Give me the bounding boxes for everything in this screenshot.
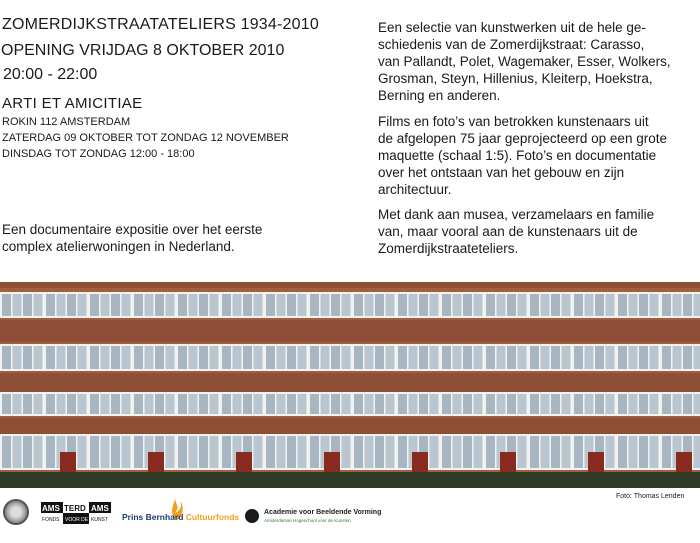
window-pane [243,346,252,369]
paragraph-line: Berning en anderen. [378,88,501,103]
window-pane [331,294,340,316]
window-pane [453,394,462,414]
window-pane [331,346,340,369]
window-pane [606,394,615,414]
window-pane [254,346,263,369]
window-pane [111,436,120,468]
svg-text:VOOR DE: VOOR DE [65,517,89,523]
window-pane [530,294,539,316]
window-pane [430,346,439,369]
window-pane [375,394,384,414]
window-pane [453,346,462,369]
brick-band [0,320,700,342]
window-pane [298,436,307,468]
window-pane [354,294,363,316]
window-pane [34,436,43,468]
window-pane [497,394,506,414]
window-pane [595,294,604,316]
window-pane [650,394,659,414]
window-pane [650,294,659,316]
window-pane [342,294,351,316]
window-pane [34,394,43,414]
window-pane [266,436,275,468]
brick-band [0,418,700,434]
window-pane [134,394,143,414]
window-pane [541,436,550,468]
window-pane [342,346,351,369]
window-pane [233,346,242,369]
exhibition-dates: ZATERDAG 09 OKTOBER TOT ZONDAG 12 NOVEMBER [2,132,289,144]
svg-text:AMS: AMS [91,504,109,513]
window-pane [442,436,451,468]
window-pane [111,294,120,316]
window-pane [409,346,418,369]
window-pane [122,436,131,468]
window-pane [474,346,483,369]
window-pane [430,436,439,468]
window-pane [57,346,66,369]
amsterdams-fonds-logo [41,502,111,524]
intro-text: Een documentaire expositie over het eerste complex atelierwoningen in Nederland. [2,222,263,254]
window-pane [551,394,560,414]
window-pane [595,394,604,414]
window-pane [551,294,560,316]
window-pane [618,394,627,414]
window-pane [650,346,659,369]
window-pane [210,294,219,316]
window-pane [595,346,604,369]
window-pane [78,294,87,316]
window-pane [375,436,384,468]
window-pane [46,294,55,316]
window-pane [266,294,275,316]
window-pane [2,394,11,414]
window-pane [111,394,120,414]
window-pane [222,294,231,316]
window-pane [463,294,472,316]
window-pane [34,294,43,316]
window-pane [497,294,506,316]
window-pane [189,394,198,414]
window-pane [254,294,263,316]
window-pane [243,294,252,316]
window-pane [210,346,219,369]
window-pane [178,436,187,468]
window-pane [683,294,692,316]
window-pane [222,436,231,468]
window-pane [562,394,571,414]
window-pane [507,346,516,369]
window-pane [277,436,286,468]
window-pane [551,346,560,369]
window-pane [409,294,418,316]
window-pane [694,346,700,369]
paragraph-line: maquette (schaal 1:5). Foto’s en documentatie [378,148,657,163]
window-pane [298,394,307,414]
window-pane [386,294,395,316]
window-pane [453,436,462,468]
window-pane [321,294,330,316]
window-pane [101,436,110,468]
prins-bernhard-logo [122,512,239,522]
window-pane [398,436,407,468]
window-pane [463,346,472,369]
window-pane [419,346,428,369]
window-pane [530,436,539,468]
window-pane [629,294,638,316]
window-pane [23,436,32,468]
window-pane [562,346,571,369]
paragraph-line: Grosman, Steyn, Hillenius, Kleiterp, Hoekstra, [378,71,653,86]
window-pane [101,346,110,369]
thanks-paragraph [378,206,690,257]
window-pane [57,394,66,414]
window-pane [342,436,351,468]
window-pane [310,294,319,316]
window-pane [321,394,330,414]
window-pane [101,394,110,414]
paragraph-line: de afgelopen 75 jaar geprojecteerd op een grote [378,131,667,146]
window-pane [662,436,671,468]
svg-text:KUNST: KUNST [91,517,108,523]
window-pane [354,346,363,369]
window-pane [34,346,43,369]
window-pane [78,394,87,414]
window-pane [409,394,418,414]
window-pane [574,294,583,316]
window-pane [298,346,307,369]
window-pane [530,394,539,414]
window-pane [486,294,495,316]
window-pane [585,294,594,316]
opening-date: OPENING VRIJDAG 8 OKTOBER 2010 [1,42,285,59]
window-pane [618,294,627,316]
window-pane [673,346,682,369]
svg-text:AMS: AMS [42,504,60,513]
window-pane [497,346,506,369]
window-pane [398,294,407,316]
seal-logo [3,499,29,525]
academie-logo-mark [245,509,259,523]
exhibition-title: ZOMERDIJKSTRAATATELIERS 1934-2010 [2,16,319,33]
brick-band [0,282,700,288]
window-pane [46,346,55,369]
window-pane [266,394,275,414]
window-pane [639,346,648,369]
window-pane [145,346,154,369]
window-pane [541,394,550,414]
window-pane [650,436,659,468]
window-pane [662,346,671,369]
window-pane [287,394,296,414]
window-pane [2,436,11,468]
window-pane [199,294,208,316]
window-pane [310,436,319,468]
window-pane [474,294,483,316]
window-pane [618,436,627,468]
window-pane [122,294,131,316]
window-pane [430,294,439,316]
window-pane [442,346,451,369]
window-pane [266,346,275,369]
window-pane [134,294,143,316]
academie-logo: Academie voor Beeldende Vorming [264,509,382,516]
artworks-paragraph [378,19,690,104]
window-pane [541,294,550,316]
window-pane [486,346,495,369]
window-pane [277,294,286,316]
window-pane [518,436,527,468]
window-pane [2,294,11,316]
window-pane [254,436,263,468]
door [236,452,252,472]
window-pane [354,394,363,414]
window-pane [629,346,638,369]
window-pane [574,346,583,369]
window-pane [398,346,407,369]
window-pane [13,394,22,414]
window-pane [155,294,164,316]
paragraph-line: Zomerdijkstraateteliers. [378,241,519,256]
window-pane [562,436,571,468]
academie-logo-subtitle: Amsterdamse Hogeschool voor de Kunsten [264,518,351,523]
window-pane [507,394,516,414]
paragraph-line: Een selectie van kunstwerken uit de hele ge- [378,20,646,35]
door [588,452,604,472]
window-pane [67,294,76,316]
door [60,452,76,472]
window-pane [277,346,286,369]
window-pane [166,436,175,468]
door [148,452,164,472]
window-pane [683,346,692,369]
window-pane [474,436,483,468]
window-pane [398,394,407,414]
window-pane [210,436,219,468]
window-pane [178,394,187,414]
window-pane [541,346,550,369]
cultuurfonds-label: Cultuurfonds [185,512,240,522]
window-pane [166,346,175,369]
window-pane [145,394,154,414]
window-pane [189,436,198,468]
window-pane [486,436,495,468]
window-pane [310,394,319,414]
window-pane [354,436,363,468]
prins-label: Prins Bernhard [122,512,184,522]
window-pane [199,346,208,369]
window-pane [298,294,307,316]
window-pane [78,346,87,369]
window-pane [639,394,648,414]
window-pane [166,294,175,316]
window-pane [2,346,11,369]
window-pane [419,294,428,316]
window-pane [639,436,648,468]
window-pane [442,394,451,414]
window-pane [233,394,242,414]
window-pane [189,294,198,316]
photo-credit: Foto: Thomas Lenden [616,493,685,500]
window-pane [13,294,22,316]
window-pane [375,346,384,369]
window-pane [629,436,638,468]
window-pane [111,346,120,369]
window-pane [574,394,583,414]
window-pane [365,394,374,414]
door [500,452,516,472]
window-pane [365,436,374,468]
window-pane [507,294,516,316]
building-photo [0,282,700,488]
window-pane [606,294,615,316]
window-pane [365,294,374,316]
window-pane [430,394,439,414]
window-pane [463,394,472,414]
window-pane [618,346,627,369]
venue-address: ROKIN 112 AMSTERDAM [2,116,131,128]
window-pane [518,294,527,316]
window-pane [178,294,187,316]
door [412,452,428,472]
window-pane [155,346,164,369]
window-pane [331,394,340,414]
window-pane [386,436,395,468]
window-pane [518,394,527,414]
window-pane [67,346,76,369]
window-pane [673,294,682,316]
brick-band [0,373,700,393]
window-pane [639,294,648,316]
window-pane [233,294,242,316]
window-pane [13,346,22,369]
window-pane [287,436,296,468]
window-pane [562,294,571,316]
window-pane [442,294,451,316]
window-pane [243,394,252,414]
window-pane [13,436,22,468]
window-pane [606,346,615,369]
window-pane [375,294,384,316]
window-pane [46,394,55,414]
window-pane [23,346,32,369]
window-pane [199,436,208,468]
window-pane [518,346,527,369]
svg-text:TERD: TERD [64,504,86,513]
window-pane [166,394,175,414]
door [324,452,340,472]
window-pane [101,294,110,316]
window-pane [134,346,143,369]
window-pane [551,436,560,468]
window-pane [585,394,594,414]
window-pane [486,394,495,414]
window-pane [90,294,99,316]
window-pane [474,394,483,414]
window-pane [199,394,208,414]
window-pane [287,346,296,369]
window-pane [155,394,164,414]
window-pane [310,346,319,369]
window-pane [365,346,374,369]
window-pane [90,436,99,468]
opening-hours: DINSDAG TOT ZONDAG 12:00 - 18:00 [2,148,195,160]
window-pane [463,436,472,468]
window-pane [419,394,428,414]
window-pane [122,346,131,369]
window-pane [694,394,700,414]
paragraph-line: Films en foto’s van betrokken kunstenaars uit [378,114,649,129]
paragraph-line: van Pallandt, Polet, Wagemaker, Esser, Wolkers, [378,54,671,69]
paragraph-line: over het ontstaan van het gebouw en zijn [378,165,625,180]
venue-name: ARTI ET AMICITIAE [2,95,143,112]
window-pane [189,346,198,369]
window-pane [683,394,692,414]
window-pane [134,436,143,468]
window-pane [386,346,395,369]
window-pane [585,346,594,369]
window-pane [178,346,187,369]
window-pane [629,394,638,414]
window-pane [23,294,32,316]
paragraph-line: architectuur. [378,182,452,197]
window-pane [386,394,395,414]
window-pane [222,346,231,369]
window-pane [277,394,286,414]
window-pane [694,294,700,316]
window-pane [23,394,32,414]
paragraph-line: schiedenis van de Zomerdijkstraat: Carasso, [378,37,645,52]
window-pane [673,394,682,414]
films-paragraph [378,113,690,198]
window-pane [530,346,539,369]
window-pane [574,436,583,468]
window-pane [321,346,330,369]
window-pane [122,394,131,414]
window-pane [67,394,76,414]
window-pane [46,436,55,468]
svg-text:FONDS: FONDS [42,517,60,523]
window-pane [57,294,66,316]
window-pane [254,394,263,414]
opening-time: 20:00 - 22:00 [3,66,98,83]
window-pane [210,394,219,414]
window-pane [606,436,615,468]
door [676,452,692,472]
paragraph-line: Met dank aan musea, verzamelaars en familie [378,207,655,222]
window-pane [78,436,87,468]
window-pane [662,394,671,414]
window-pane [662,294,671,316]
window-pane [287,294,296,316]
window-pane [342,394,351,414]
window-pane [90,346,99,369]
window-pane [90,394,99,414]
window-pane [222,394,231,414]
window-pane [145,294,154,316]
window-pane [694,436,700,468]
paragraph-line: van, maar vooral aan de kunstenaars uit de [378,224,638,239]
window-pane [453,294,462,316]
